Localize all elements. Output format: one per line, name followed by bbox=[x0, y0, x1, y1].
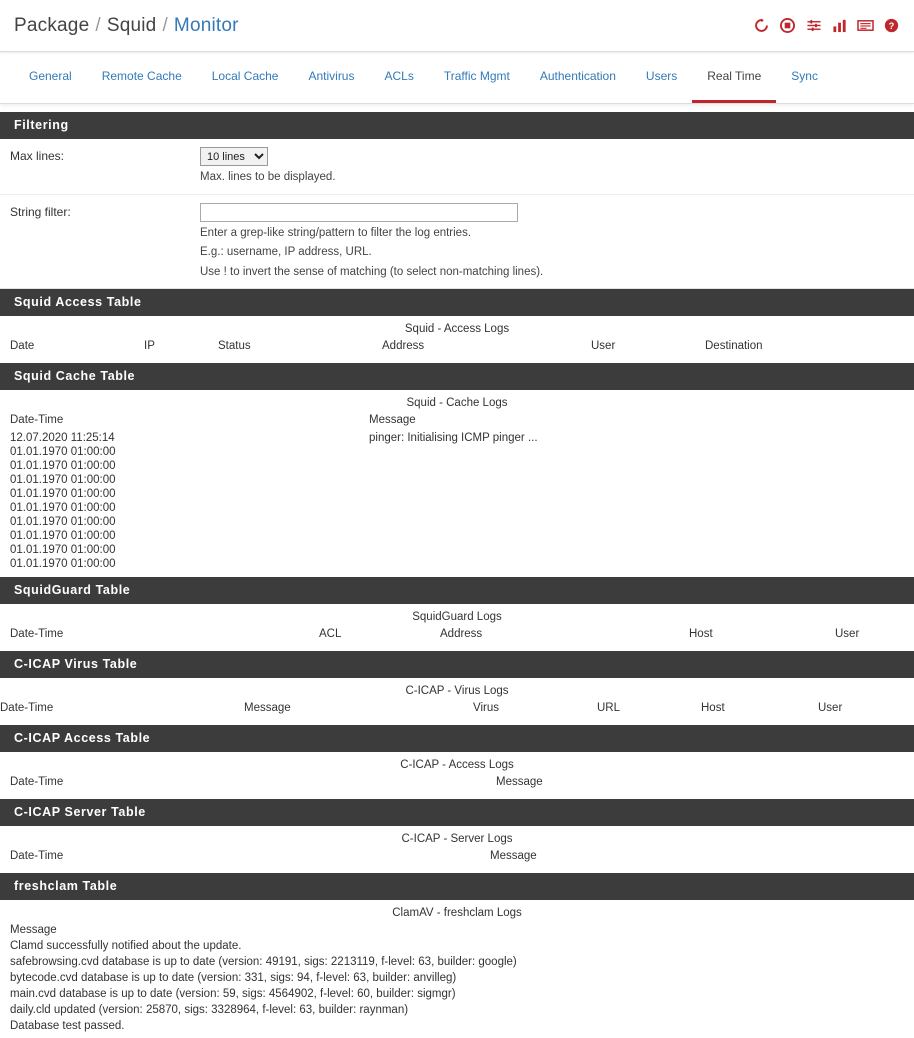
panel-title-cicap-server: C-ICAP Server Table bbox=[0, 799, 914, 826]
cell-message bbox=[359, 557, 914, 571]
breadcrumb bbox=[14, 15, 239, 37]
cicap-server-table bbox=[0, 848, 914, 867]
list-item: main.cvd database is up to date (version: 59, sigs: 4564902, f-level: 60, builder: sigmgr) bbox=[10, 988, 456, 1001]
col-url: URL bbox=[597, 702, 621, 715]
col-user: User bbox=[835, 628, 860, 641]
cell-message bbox=[359, 445, 914, 459]
string-filter-label: String filter: bbox=[10, 204, 71, 219]
panel-title-freshclam: freshclam Table bbox=[0, 873, 914, 900]
list-item: bytecode.cvd database is up to date (version: 331, sigs: 94, f-level: 63, builder: anvilleg) bbox=[10, 972, 457, 985]
restart-icon[interactable] bbox=[753, 17, 770, 34]
tab-users[interactable]: Users bbox=[645, 69, 678, 83]
cell-message bbox=[359, 515, 914, 529]
table-row bbox=[0, 445, 914, 459]
cicap-virus-panel bbox=[0, 678, 914, 725]
cicap-access-table bbox=[0, 774, 914, 793]
main-content bbox=[0, 104, 914, 1038]
col-date-time: Date-Time bbox=[10, 776, 64, 789]
breadcrumb-item-squid[interactable]: Squid bbox=[106, 14, 157, 36]
breadcrumb-separator: / bbox=[162, 14, 168, 36]
squidguard-table bbox=[0, 626, 914, 645]
table-row bbox=[0, 487, 914, 501]
list-item: safebrowsing.cvd database is up to date (version: 49191, sigs: 2213119, f-level: 63, builder: google) bbox=[10, 956, 517, 969]
list-item: Database test passed. bbox=[10, 1020, 125, 1033]
cicap-access-panel bbox=[0, 752, 914, 799]
sliders-icon[interactable] bbox=[805, 17, 822, 34]
cell-date-time: 01.01.1970 01:00:00 bbox=[10, 446, 116, 459]
squid-cache-table bbox=[0, 412, 914, 571]
string-filter-help-1: Enter a grep-like string/pattern to filter the log entries. bbox=[200, 226, 472, 239]
filtering-panel bbox=[0, 139, 914, 289]
table-header-row bbox=[0, 848, 914, 867]
table-row bbox=[0, 501, 914, 515]
cell-message bbox=[359, 473, 914, 487]
max-lines-select[interactable] bbox=[200, 147, 268, 166]
cicap-virus-log-title: C-ICAP - Virus Logs bbox=[405, 685, 509, 698]
table-row bbox=[0, 543, 914, 557]
header-icon-group bbox=[753, 17, 900, 34]
cell-date-time: 01.01.1970 01:00:00 bbox=[10, 558, 116, 571]
cell-date-time: 01.01.1970 01:00:00 bbox=[10, 544, 116, 557]
col-ip: IP bbox=[144, 340, 155, 353]
tab-sync[interactable]: Sync bbox=[791, 69, 818, 83]
tab-antivirus[interactable]: Antivirus bbox=[308, 69, 355, 83]
tab-bar bbox=[0, 52, 914, 104]
cicap-access-log-title: C-ICAP - Access Logs bbox=[400, 759, 514, 772]
page-header bbox=[0, 0, 914, 52]
log-icon[interactable] bbox=[857, 17, 874, 34]
cicap-virus-table bbox=[0, 700, 914, 719]
cell-date-time: 12.07.2020 11:25:14 bbox=[10, 432, 115, 445]
col-host: Host bbox=[689, 628, 713, 641]
freshclam-column-header: Message bbox=[10, 924, 57, 937]
table-header-row bbox=[0, 412, 914, 431]
form-row-string-filter bbox=[0, 195, 914, 290]
col-message: Message bbox=[496, 776, 543, 789]
col-date-time: Date-Time bbox=[0, 702, 54, 715]
cell-date-time: 01.01.1970 01:00:00 bbox=[10, 530, 116, 543]
breadcrumb-separator: / bbox=[95, 14, 101, 36]
help-icon[interactable] bbox=[883, 17, 900, 34]
panel-title-cicap-access: C-ICAP Access Table bbox=[0, 725, 914, 752]
cell-date-time: 01.01.1970 01:00:00 bbox=[10, 460, 116, 473]
freshclam-panel bbox=[0, 900, 914, 1038]
col-status: Status bbox=[218, 340, 251, 353]
cell-message bbox=[359, 529, 914, 543]
squid-cache-panel bbox=[0, 390, 914, 577]
cell-message bbox=[359, 501, 914, 515]
tab-traffic-mgmt[interactable]: Traffic Mgmt bbox=[443, 69, 510, 83]
squid-cache-log-title: Squid - Cache Logs bbox=[406, 397, 508, 410]
cell-date-time: 01.01.1970 01:00:00 bbox=[10, 488, 116, 501]
string-filter-help-3: Use ! to invert the sense of matching (to select non-matching lines). bbox=[200, 265, 544, 278]
panel-title-filtering: Filtering bbox=[0, 112, 914, 139]
squid-access-panel bbox=[0, 316, 914, 363]
squid-access-log-title: Squid - Access Logs bbox=[404, 323, 510, 336]
tab-remote-cache[interactable]: Remote Cache bbox=[101, 69, 182, 83]
table-row bbox=[0, 431, 914, 445]
table-row bbox=[0, 459, 914, 473]
cell-message: pinger: Initialising ICMP pinger ... bbox=[369, 432, 538, 445]
col-message: Message bbox=[490, 850, 537, 863]
tab-general[interactable]: General bbox=[29, 69, 72, 83]
cell-message bbox=[359, 459, 914, 473]
table-row bbox=[0, 473, 914, 487]
string-filter-help-2: E.g.: username, IP address, URL. bbox=[200, 246, 372, 259]
max-lines-label: Max lines: bbox=[10, 149, 65, 163]
table-header-row bbox=[0, 626, 914, 645]
squidguard-panel bbox=[0, 604, 914, 651]
freshclam-log-list bbox=[0, 922, 914, 1038]
string-filter-input[interactable] bbox=[200, 203, 518, 222]
table-row bbox=[0, 515, 914, 529]
cell-message bbox=[359, 487, 914, 501]
squidguard-log-title: SquidGuard Logs bbox=[412, 611, 502, 624]
col-user: User bbox=[591, 340, 616, 353]
col-date: Date bbox=[10, 340, 35, 353]
col-address: Address bbox=[440, 628, 483, 641]
col-date-time: Date-Time bbox=[10, 414, 64, 427]
panel-title-cicap-virus: C-ICAP Virus Table bbox=[0, 651, 914, 678]
breadcrumb-item-package[interactable]: Package bbox=[14, 14, 90, 36]
tab-real-time[interactable]: Real Time bbox=[692, 52, 776, 103]
tab-authentication[interactable]: Authentication bbox=[539, 69, 616, 83]
list-item: daily.cld updated (version: 25870, sigs: 3328964, f-level: 63, builder: raynman) bbox=[10, 1004, 409, 1017]
table-row bbox=[0, 557, 914, 571]
col-acl: ACL bbox=[319, 628, 342, 641]
panel-title-squid-access: Squid Access Table bbox=[0, 289, 914, 316]
tab-local-cache[interactable]: Local Cache bbox=[211, 69, 279, 83]
table-header-row bbox=[0, 700, 914, 719]
cell-date-time: 01.01.1970 01:00:00 bbox=[10, 502, 116, 515]
col-date-time: Date-Time bbox=[10, 850, 64, 863]
cell-message bbox=[359, 543, 914, 557]
freshclam-log-title: ClamAV - freshclam Logs bbox=[392, 907, 522, 920]
table-row bbox=[0, 529, 914, 543]
breadcrumb-item-monitor[interactable]: Monitor bbox=[173, 14, 239, 36]
svg-text:?: ? bbox=[888, 20, 895, 31]
panel-title-squidguard: SquidGuard Table bbox=[0, 577, 914, 604]
form-row-max-lines bbox=[0, 139, 914, 195]
col-user: User bbox=[818, 702, 843, 715]
cell-date-time: 01.01.1970 01:00:00 bbox=[10, 516, 116, 529]
col-message: Message bbox=[369, 414, 416, 427]
list-item: Clamd successfully notified about the update. bbox=[10, 940, 242, 953]
table-header-row bbox=[0, 774, 914, 793]
squid-access-table bbox=[0, 338, 914, 357]
col-virus: Virus bbox=[473, 702, 499, 715]
col-address: Address bbox=[382, 340, 425, 353]
cicap-server-panel bbox=[0, 826, 914, 873]
col-message: Message bbox=[244, 702, 291, 715]
max-lines-help: Max. lines to be displayed. bbox=[200, 171, 336, 183]
cicap-server-log-title: C-ICAP - Server Logs bbox=[401, 833, 513, 846]
panel-title-squid-cache: Squid Cache Table bbox=[0, 363, 914, 390]
chart-icon[interactable] bbox=[831, 17, 848, 34]
stop-icon[interactable] bbox=[779, 17, 796, 34]
col-destination: Destination bbox=[705, 340, 763, 353]
col-host: Host bbox=[701, 702, 725, 715]
tab-acls[interactable]: ACLs bbox=[384, 69, 414, 83]
table-header-row bbox=[0, 338, 914, 357]
cell-date-time: 01.01.1970 01:00:00 bbox=[10, 474, 116, 487]
col-date-time: Date-Time bbox=[10, 628, 64, 641]
